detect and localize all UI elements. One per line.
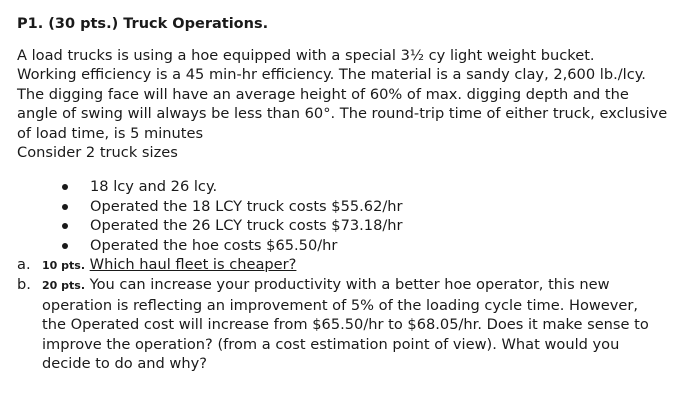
statement-line: A load trucks is using a hoe equipped with a special 3½ cy light weight bucket. bbox=[17, 47, 595, 64]
question-a bbox=[17, 255, 687, 275]
list-item bbox=[17, 177, 687, 196]
list-item-text: 18 lcy and 26 lcy. bbox=[90, 178, 218, 196]
bullet-icon bbox=[62, 243, 68, 249]
question-marker: b. bbox=[17, 276, 31, 294]
list-item-text: Operated the 18 LCY truck costs $55.62/hr bbox=[90, 197, 403, 215]
bullet-icon bbox=[62, 184, 68, 190]
question-text-line: improve the operation? (from a cost estimation point of view). What would you bbox=[42, 335, 620, 353]
question-points: 10 pts. bbox=[42, 259, 85, 273]
questions-list bbox=[17, 255, 687, 373]
question-text-line: the Operated cost will increase from $65.50/hr to $68.05/hr. Does it make sense to bbox=[42, 316, 649, 334]
bullet-icon bbox=[62, 223, 68, 229]
list-item bbox=[17, 197, 687, 216]
statement-line: The digging face will have an average height of 60% of max. digging depth and the bbox=[17, 85, 629, 103]
statement-line: angle of swing will always be less than 60°. The round-trip time of either truck, exclusive bbox=[17, 105, 668, 123]
truck-options-list bbox=[17, 177, 687, 255]
statement-line: of load time, is 5 minutes bbox=[17, 124, 204, 142]
statement-line: Working efficiency is a 45 min-hr efficiency. The material is a sandy clay, 2,600 lb./lcy. bbox=[17, 66, 646, 84]
question-points: 20 pts. bbox=[42, 279, 85, 293]
problem-title: P1. (30 pts.) Truck Operations. bbox=[17, 16, 269, 32]
question-marker: a. bbox=[17, 256, 31, 274]
question-text: You can increase your productivity with a better hoe operator, this new bbox=[89, 276, 610, 294]
problem-document bbox=[17, 14, 687, 374]
list-item-text: Operated the 26 LCY truck costs $73.18/hr bbox=[90, 217, 403, 235]
statement-line: Consider 2 truck sizes bbox=[17, 144, 178, 162]
list-item-text: Operated the hoe costs $65.50/hr bbox=[90, 236, 338, 254]
question-b bbox=[17, 275, 687, 373]
list-item bbox=[17, 216, 687, 235]
question-text-line: operation is reflecting an improvement of 5% of the loading cycle time. However, bbox=[42, 296, 639, 314]
list-item bbox=[17, 236, 687, 255]
question-link[interactable]: Which haul fleet is cheaper? bbox=[89, 256, 297, 274]
question-text-line: decide to do and why? bbox=[42, 355, 207, 373]
bullet-icon bbox=[62, 204, 68, 210]
problem-statement bbox=[17, 46, 687, 162]
